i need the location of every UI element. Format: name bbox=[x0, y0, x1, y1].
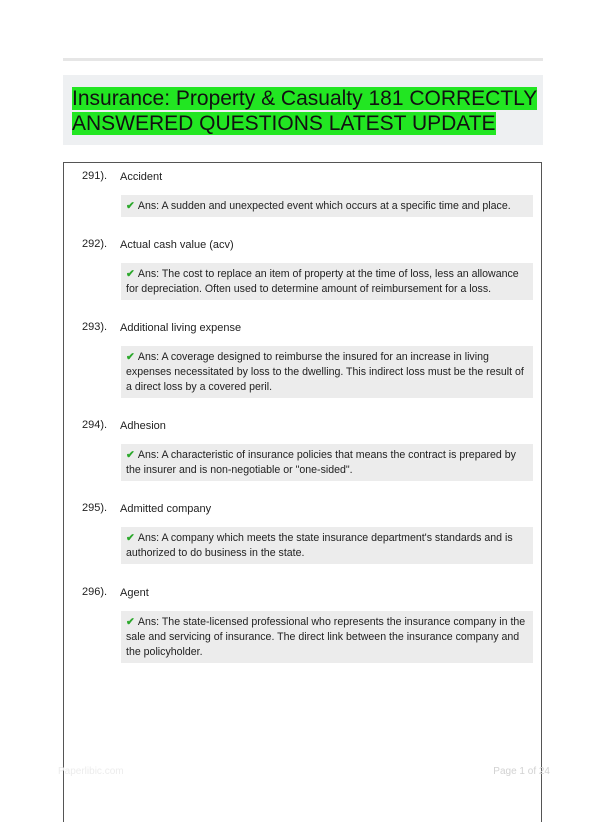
question-term: Agent bbox=[120, 587, 149, 599]
check-icon: ✔ bbox=[126, 351, 135, 363]
answer-text: Ans: The cost to replace an item of property at the time of loss, less an allowance for depreciation. Often used to determine amount of reimbursement for a loss. bbox=[126, 268, 519, 295]
question-term: Adhesion bbox=[120, 420, 166, 432]
qa-list bbox=[63, 162, 542, 822]
answer-text: Ans: The state-licensed professional who represents the insurance company in the sale and servicing of insurance. The direct link between the insurance company and the policyholder. bbox=[126, 616, 526, 658]
question-number: 291). bbox=[82, 170, 108, 182]
answer-text: Ans: A coverage designed to reimburse the insured for an increase in living expenses necessitated by loss to the dwelling. This indirect loss must be the result of a direct loss by a covered peril. bbox=[126, 351, 524, 393]
check-icon: ✔ bbox=[126, 268, 135, 280]
page-number: Page 1 of 24 bbox=[493, 766, 550, 777]
top-divider bbox=[63, 58, 543, 61]
footer-site: Paperlibic.com bbox=[58, 766, 124, 777]
document-title bbox=[72, 86, 542, 136]
title-highlight: Insurance: Property & Casualty 181 CORRECTLY ANSWERED QUESTIONS LATEST UPDATE bbox=[72, 87, 538, 135]
question-term: Actual cash value (acv) bbox=[120, 239, 234, 251]
question-number: 292). bbox=[82, 238, 108, 250]
answer-box bbox=[121, 444, 533, 481]
answer-box bbox=[121, 527, 533, 564]
question-number: 296). bbox=[82, 586, 108, 598]
answer-text: Ans: A characteristic of insurance policies that means the contract is prepared by the insurer and is non-negotiable or "one-sided". bbox=[126, 449, 516, 476]
answer-box bbox=[121, 195, 533, 217]
check-icon: ✔ bbox=[126, 532, 135, 544]
answer-box bbox=[121, 263, 533, 300]
question-term: Additional living expense bbox=[120, 322, 242, 334]
answer-text: Ans: A company which meets the state insurance department's standards and is authorized to do business in the state. bbox=[126, 532, 513, 559]
question-number: 293). bbox=[82, 321, 108, 333]
question-term: Accident bbox=[120, 171, 163, 183]
question-number: 295). bbox=[82, 502, 108, 514]
check-icon: ✔ bbox=[126, 200, 135, 212]
question-number: 294). bbox=[82, 419, 108, 431]
question-term: Admitted company bbox=[120, 503, 212, 515]
answer-box bbox=[121, 346, 533, 398]
answer-text: Ans: A sudden and unexpected event which occurs at a specific time and place. bbox=[137, 200, 511, 212]
check-icon: ✔ bbox=[126, 616, 135, 628]
check-icon: ✔ bbox=[126, 449, 135, 461]
answer-box bbox=[121, 611, 533, 663]
